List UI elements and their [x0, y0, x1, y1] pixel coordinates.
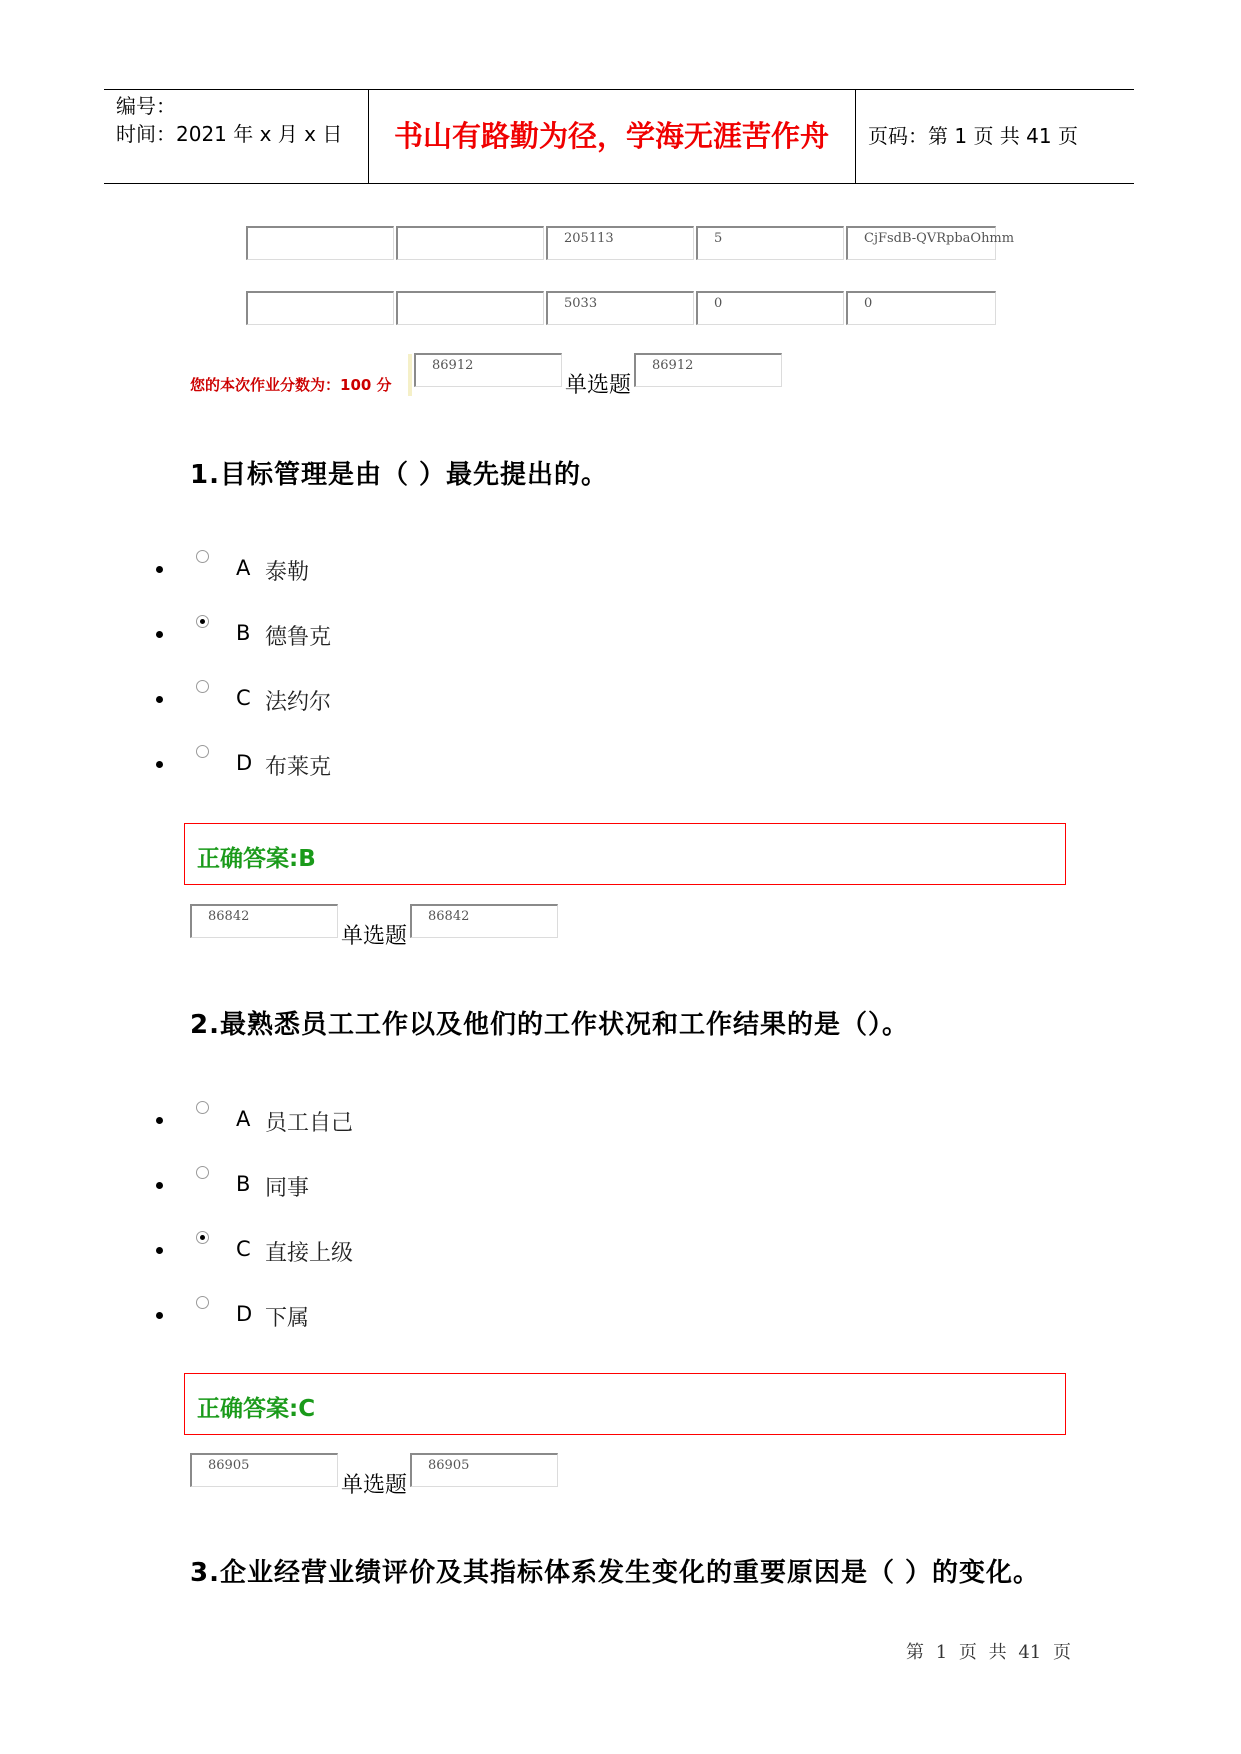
question-title: 2.最熟悉员工工作以及他们的工作状况和工作结果的是（）。	[190, 1010, 909, 1040]
divider	[408, 354, 412, 396]
header-meta	[104, 90, 369, 183]
document-header	[104, 89, 1134, 184]
question-type-label: 单选题	[565, 373, 632, 398]
radio-button[interactable]	[196, 745, 209, 758]
option-letter: A	[236, 556, 251, 580]
header-page-cell	[856, 90, 1134, 183]
option-text: 员工自己	[265, 1111, 354, 1136]
bullet	[156, 1182, 163, 1189]
radio-button[interactable]	[196, 550, 209, 563]
radio-button[interactable]	[196, 680, 209, 693]
question-id-field[interactable]: 86842	[190, 904, 338, 938]
option-c[interactable]	[150, 1231, 750, 1271]
option-b[interactable]	[150, 1166, 750, 1206]
radio-button-checked[interactable]	[196, 615, 209, 628]
hidden-field[interactable]: 0	[846, 291, 996, 325]
option-letter: B	[236, 1172, 251, 1196]
bullet	[156, 761, 163, 768]
option-a[interactable]	[150, 1101, 750, 1141]
correct-answer-box	[184, 823, 1066, 885]
question-id-field[interactable]: 86912	[634, 353, 782, 387]
option-text: 同事	[265, 1176, 310, 1201]
correct-answer-box	[184, 1373, 1066, 1435]
option-a[interactable]	[150, 550, 750, 590]
time-label: 时间：2021 年 x 月 x 日	[116, 122, 343, 146]
option-letter: D	[236, 751, 253, 775]
score-text: 您的本次作业分数为：100 分	[190, 376, 392, 394]
question-type-label: 单选题	[341, 1473, 408, 1498]
hidden-field[interactable]: CjFsdB-QVRpbaOhmm	[846, 226, 996, 260]
hidden-field[interactable]	[396, 291, 544, 325]
bullet	[156, 1312, 163, 1319]
option-d[interactable]	[150, 745, 750, 785]
bullet	[156, 1247, 163, 1254]
option-text: 下属	[265, 1306, 310, 1331]
question-id-field[interactable]: 86912	[414, 353, 562, 387]
option-letter: C	[236, 686, 251, 710]
hidden-field[interactable]	[246, 291, 394, 325]
radio-button-checked[interactable]	[196, 1231, 209, 1244]
radio-button[interactable]	[196, 1101, 209, 1114]
radio-button[interactable]	[196, 1166, 209, 1179]
hidden-field[interactable]	[246, 226, 394, 260]
page-footer: 第 1 页 共 41 页	[906, 1642, 1071, 1663]
option-c[interactable]	[150, 680, 750, 720]
question-id-field[interactable]: 86905	[190, 1453, 338, 1487]
page-label: 页码：第 1 页 共 41 页	[868, 124, 1078, 148]
radio-button[interactable]	[196, 1296, 209, 1309]
hidden-field[interactable]	[396, 226, 544, 260]
header-motto-cell	[368, 90, 856, 183]
option-text: 德鲁克	[265, 625, 332, 650]
question-type-label: 单选题	[341, 924, 408, 949]
correct-answer: 正确答案:B	[197, 846, 316, 872]
option-letter: C	[236, 1237, 251, 1261]
hidden-field[interactable]: 0	[696, 291, 844, 325]
option-letter: B	[236, 621, 251, 645]
motto: 书山有路勤为径，学海无涯苦作舟	[393, 119, 829, 153]
option-letter: D	[236, 1302, 253, 1326]
question-id-field[interactable]: 86905	[410, 1453, 558, 1487]
bullet	[156, 1117, 163, 1124]
bullet	[156, 631, 163, 638]
hidden-field[interactable]: 5033	[546, 291, 694, 325]
hidden-field[interactable]: 205113	[546, 226, 694, 260]
option-text: 布莱克	[265, 755, 332, 780]
option-text: 法约尔	[265, 690, 332, 715]
option-letter: A	[236, 1107, 251, 1131]
question-title: 3.企业经营业绩评价及其指标体系发生变化的重要原因是（ ）的变化。	[190, 1558, 1041, 1588]
question-id-field[interactable]: 86842	[410, 904, 558, 938]
correct-answer: 正确答案:C	[197, 1396, 316, 1422]
question-title: 1.目标管理是由（ ）最先提出的。	[190, 460, 609, 490]
option-text: 泰勒	[265, 560, 310, 585]
bullet	[156, 696, 163, 703]
option-d[interactable]	[150, 1296, 750, 1336]
option-text: 直接上级	[265, 1241, 354, 1266]
number-label: 编号：	[116, 94, 176, 118]
hidden-field[interactable]: 5	[696, 226, 844, 260]
bullet	[156, 566, 163, 573]
option-b[interactable]	[150, 615, 750, 655]
